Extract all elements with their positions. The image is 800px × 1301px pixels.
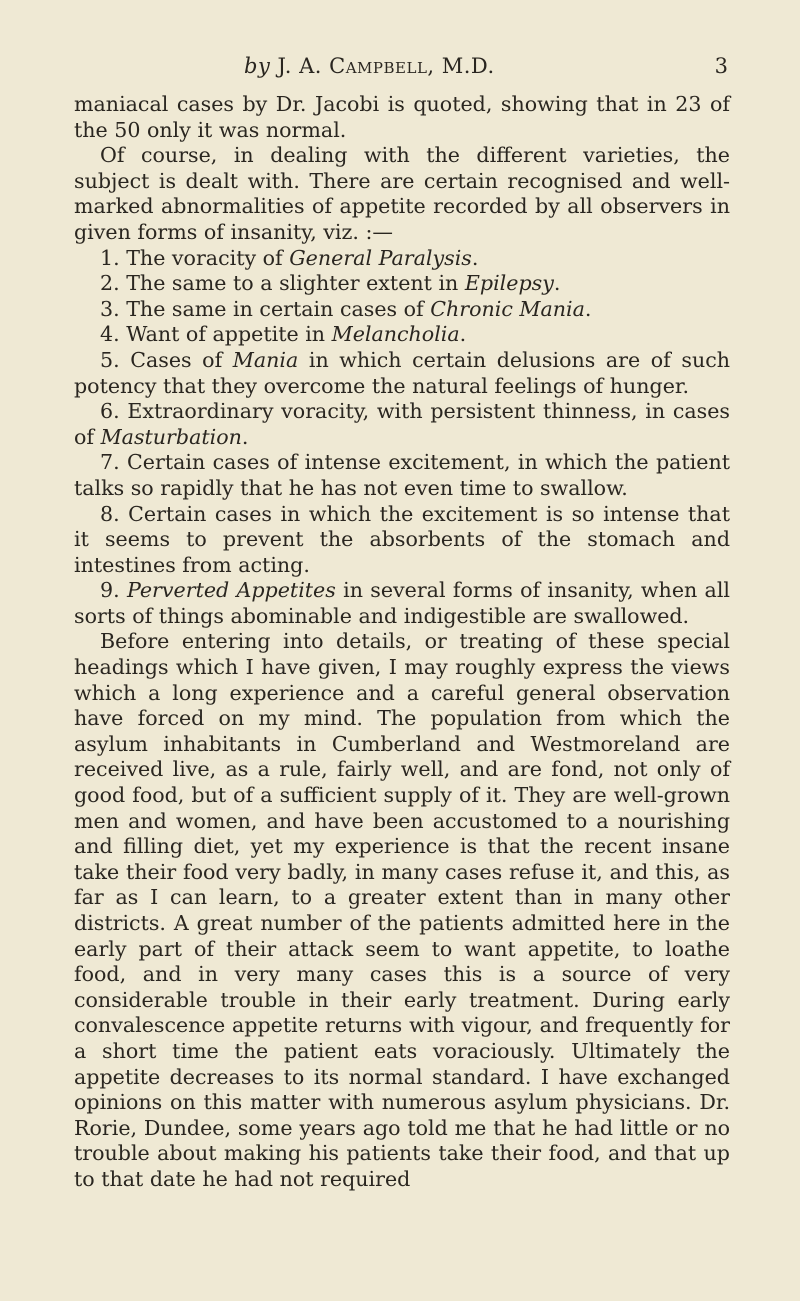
list-item: 1. The voracity of General Paralysis. <box>100 245 479 270</box>
opening-paragraph: maniacal cases by Dr. Jacobi is quoted, showing that in 23 of the 50 only it was normal. <box>74 92 730 142</box>
list-item: 3. The same in certain cases of Chronic Mania. <box>100 296 592 321</box>
running-head-author <box>244 54 495 78</box>
closing-paragraph: Before entering into details, or treating of these special headings which I have given, I may roughly express the views which a long experience and a careful general observation have forced on my mind. The population from which the asylum inhabitants in Cumberland and Westmoreland are received live, as a rule, fairly well, and are fond, not only of good food, but of a sufficient supply of it. They are well-grown men and women, and have been accustomed to a nourishing and filling diet, yet my experience is that the recent insane take their food very badly, in many cases refuse it, and this, as far as I can learn, to a greater extent than in many other districts. A great number of the patients admitted here in the early part of their attack seem to want appetite, to loathe food, and in very many cases this is a source of very considerable trouble in their early treatment. During early convalescence appetite returns with vigour, and frequently for a short time the patient eats voraciously. Ultimately the appetite decreases to its normal standard. I have exchanged opinions on this matter with numerous asylum physicians. Dr. Rorie, Dundee, some years ago told me that he had little or no trouble about making his patients take their food, and that up to that date he had not required <box>74 629 730 1191</box>
running-header <box>74 52 730 92</box>
body-text <box>74 92 730 1193</box>
list-item: 7. Certain cases of intense excitement, in which the patient talks so rapidly that he has not even time to swallow. <box>74 450 730 500</box>
list-item: 6. Extraordinary voracity, with persistent thinness, in cases of Masturbation. <box>74 399 730 449</box>
abnormalities-list <box>74 246 730 630</box>
list-item: 4. Want of appetite in Melancholia. <box>100 322 467 347</box>
list-item: 5. Cases of Mania in which certain delusions are of such potency that they overcome the natural feelings of hunger. <box>74 347 731 398</box>
running-head-name: J. A. Campbell, M.D. <box>277 54 495 78</box>
running-head-by: by <box>244 54 271 78</box>
list-item: 8. Certain cases in which the excitement is so intense that it seems to prevent the absorbents of the stomach and intestines from acting. <box>74 501 730 577</box>
list-item: 9. Perverted Appetites in several forms of insanity, when all sorts of things abominable and indigestible are swallowed. <box>74 578 731 628</box>
intro-paragraph: Of course, in dealing with the different varieties, the subject is dealt with. There are certain recognised and well-marked abnormalities of appetite recorded by all observers in given forms of insanity, viz. :— <box>74 143 730 244</box>
list-item: 2. The same to a slighter extent in Epilepsy. <box>100 271 561 296</box>
page-number: 3 <box>714 54 728 78</box>
